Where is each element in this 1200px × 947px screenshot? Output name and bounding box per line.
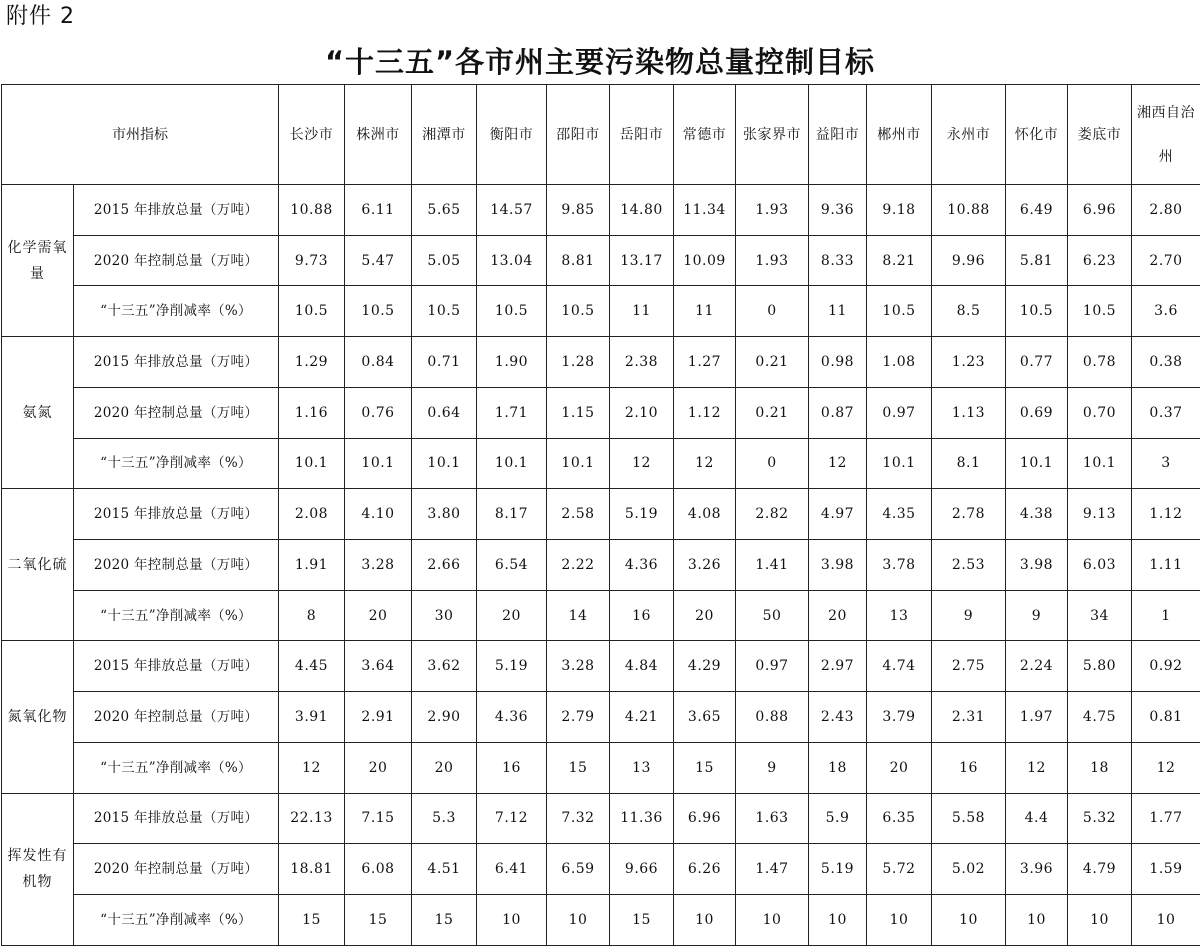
value-cell: 11	[674, 286, 736, 337]
city-header: 怀化市	[1006, 85, 1068, 185]
value-cell: 9	[1006, 590, 1068, 641]
value-cell: 0.81	[1132, 692, 1200, 743]
value-cell: 2.75	[932, 641, 1006, 692]
value-cell: 1.23	[932, 337, 1006, 388]
value-cell: 8.81	[547, 235, 610, 286]
city-header: 衡阳市	[477, 85, 547, 185]
value-cell: 0.92	[1132, 641, 1200, 692]
value-cell: 10	[736, 895, 809, 946]
value-cell: 1.29	[279, 337, 345, 388]
value-cell: 12	[610, 438, 674, 489]
value-cell: 8.33	[809, 235, 867, 286]
indicator-label: 2020 年控制总量（万吨）	[74, 235, 279, 286]
value-cell: 4.45	[279, 641, 345, 692]
attachment-label: 附件 2	[6, 4, 75, 29]
value-cell: 4.4	[1006, 793, 1068, 844]
value-cell: 10.5	[1068, 286, 1132, 337]
document-title: “十三五”各市州主要污染物总量控制目标	[324, 45, 876, 79]
value-cell: 0.70	[1068, 387, 1132, 438]
value-cell: 3.62	[412, 641, 477, 692]
table-row	[2, 489, 1200, 540]
value-cell: 1.27	[674, 337, 736, 388]
value-cell: 2.90	[412, 692, 477, 743]
value-cell: 10	[867, 895, 932, 946]
value-cell: 15	[279, 895, 345, 946]
indicator-label: 2015 年排放总量（万吨）	[74, 489, 279, 540]
value-cell: 5.47	[345, 235, 412, 286]
value-cell: 10.1	[345, 438, 412, 489]
value-cell: 6.96	[1068, 185, 1132, 236]
value-cell: 0.38	[1132, 337, 1200, 388]
value-cell: 3.96	[1006, 844, 1068, 895]
indicator-label: 2020 年控制总量（万吨）	[74, 540, 279, 591]
value-cell: 6.11	[345, 185, 412, 236]
value-cell: 14	[547, 590, 610, 641]
indicator-label: 2015 年排放总量（万吨）	[74, 641, 279, 692]
table-row	[2, 742, 1200, 793]
table-body	[2, 185, 1200, 946]
value-cell: 3.80	[412, 489, 477, 540]
value-cell: 1.90	[477, 337, 547, 388]
value-cell: 3.65	[674, 692, 736, 743]
value-cell: 1.47	[736, 844, 809, 895]
value-cell: 10.1	[1068, 438, 1132, 489]
value-cell: 2.78	[932, 489, 1006, 540]
value-cell: 1.12	[674, 387, 736, 438]
value-cell: 9.18	[867, 185, 932, 236]
value-cell: 0.77	[1006, 337, 1068, 388]
value-cell: 9.85	[547, 185, 610, 236]
value-cell: 8	[279, 590, 345, 641]
value-cell: 4.36	[477, 692, 547, 743]
city-header: 常德市	[674, 85, 736, 185]
value-cell: 20	[867, 742, 932, 793]
table-row	[2, 540, 1200, 591]
indicator-label: 2015 年排放总量（万吨）	[74, 337, 279, 388]
value-cell: 3.28	[547, 641, 610, 692]
value-cell: 12	[1006, 742, 1068, 793]
value-cell: 0.76	[345, 387, 412, 438]
value-cell: 1.93	[736, 185, 809, 236]
value-cell: 30	[412, 590, 477, 641]
value-cell: 1.41	[736, 540, 809, 591]
value-cell: 10.1	[477, 438, 547, 489]
city-header: 郴州市	[867, 85, 932, 185]
value-cell: 3.26	[674, 540, 736, 591]
value-cell: 5.58	[932, 793, 1006, 844]
value-cell: 20	[674, 590, 736, 641]
value-cell: 2.10	[610, 387, 674, 438]
value-cell: 1.59	[1132, 844, 1200, 895]
value-cell: 15	[674, 742, 736, 793]
value-cell: 5.05	[412, 235, 477, 286]
city-header: 永州市	[932, 85, 1006, 185]
pollutant-label: 挥发性有机物	[2, 793, 74, 945]
value-cell: 10	[477, 895, 547, 946]
table-row	[2, 185, 1200, 236]
value-cell: 8.1	[932, 438, 1006, 489]
value-cell: 9.73	[279, 235, 345, 286]
value-cell: 6.08	[345, 844, 412, 895]
value-cell: 18.81	[279, 844, 345, 895]
value-cell: 2.80	[1132, 185, 1200, 236]
value-cell: 10.5	[547, 286, 610, 337]
city-header: 益阳市	[809, 85, 867, 185]
table-row	[2, 235, 1200, 286]
value-cell: 10	[809, 895, 867, 946]
value-cell: 18	[809, 742, 867, 793]
value-cell: 1.28	[547, 337, 610, 388]
value-cell: 50	[736, 590, 809, 641]
value-cell: 0	[736, 286, 809, 337]
table-row	[2, 387, 1200, 438]
value-cell: 16	[610, 590, 674, 641]
value-cell: 3.64	[345, 641, 412, 692]
table-row	[2, 692, 1200, 743]
pollutant-label: 氮氧化物	[2, 641, 74, 793]
value-cell: 14.80	[610, 185, 674, 236]
value-cell: 14.57	[477, 185, 547, 236]
table-row	[2, 438, 1200, 489]
value-cell: 13	[867, 590, 932, 641]
city-header: 岳阳市	[610, 85, 674, 185]
value-cell: 2.66	[412, 540, 477, 591]
value-cell: 16	[477, 742, 547, 793]
value-cell: 20	[345, 590, 412, 641]
value-cell: 15	[345, 895, 412, 946]
value-cell: 2.79	[547, 692, 610, 743]
value-cell: 4.10	[345, 489, 412, 540]
value-cell: 34	[1068, 590, 1132, 641]
value-cell: 2.24	[1006, 641, 1068, 692]
city-header: 湘西自治州	[1132, 85, 1200, 185]
value-cell: 1.16	[279, 387, 345, 438]
value-cell: 2.91	[345, 692, 412, 743]
indicator-label: 2020 年控制总量（万吨）	[74, 692, 279, 743]
value-cell: 20	[477, 590, 547, 641]
value-cell: 10.5	[1006, 286, 1068, 337]
indicator-label: 2020 年控制总量（万吨）	[74, 844, 279, 895]
value-cell: 1.91	[279, 540, 345, 591]
value-cell: 10.5	[477, 286, 547, 337]
value-cell: 10.1	[867, 438, 932, 489]
city-header: 株洲市	[345, 85, 412, 185]
value-cell: 11	[809, 286, 867, 337]
value-cell: 5.65	[412, 185, 477, 236]
value-cell: 5.9	[809, 793, 867, 844]
value-cell: 0.21	[736, 337, 809, 388]
value-cell: 2.97	[809, 641, 867, 692]
value-cell: 0.97	[736, 641, 809, 692]
value-cell: 0.37	[1132, 387, 1200, 438]
value-cell: 10.88	[932, 185, 1006, 236]
indicator-label: “十三五”净削减率（%）	[74, 742, 279, 793]
value-cell: 4.74	[867, 641, 932, 692]
value-cell: 0.97	[867, 387, 932, 438]
value-cell: 9	[736, 742, 809, 793]
value-cell: 4.97	[809, 489, 867, 540]
value-cell: 2.43	[809, 692, 867, 743]
value-cell: 6.41	[477, 844, 547, 895]
value-cell: 6.96	[674, 793, 736, 844]
value-cell: 2.38	[610, 337, 674, 388]
value-cell: 9.66	[610, 844, 674, 895]
value-cell: 7.15	[345, 793, 412, 844]
value-cell: 6.49	[1006, 185, 1068, 236]
value-cell: 10.1	[412, 438, 477, 489]
value-cell: 6.26	[674, 844, 736, 895]
city-header: 娄底市	[1068, 85, 1132, 185]
value-cell: 2.58	[547, 489, 610, 540]
value-cell: 11	[610, 286, 674, 337]
value-cell: 16	[932, 742, 1006, 793]
corner-header: 市州指标	[2, 85, 279, 185]
value-cell: 4.08	[674, 489, 736, 540]
value-cell: 1.13	[932, 387, 1006, 438]
pollutant-label: 二氧化硫	[2, 489, 74, 641]
value-cell: 10.5	[279, 286, 345, 337]
value-cell: 1.77	[1132, 793, 1200, 844]
value-cell: 4.51	[412, 844, 477, 895]
value-cell: 10.5	[412, 286, 477, 337]
pollutant-target-table	[1, 84, 1200, 946]
value-cell: 0.21	[736, 387, 809, 438]
value-cell: 3.78	[867, 540, 932, 591]
table-row	[2, 793, 1200, 844]
value-cell: 5.19	[809, 844, 867, 895]
pollutant-label: 氨氮	[2, 337, 74, 489]
value-cell: 11.36	[610, 793, 674, 844]
value-cell: 10	[1006, 895, 1068, 946]
value-cell: 4.36	[610, 540, 674, 591]
value-cell: 13.04	[477, 235, 547, 286]
value-cell: 15	[547, 742, 610, 793]
value-cell: 13.17	[610, 235, 674, 286]
value-cell: 0.64	[412, 387, 477, 438]
value-cell: 5.02	[932, 844, 1006, 895]
table-row	[2, 844, 1200, 895]
value-cell: 8.21	[867, 235, 932, 286]
city-header: 邵阳市	[547, 85, 610, 185]
value-cell: 12	[809, 438, 867, 489]
value-cell: 11.34	[674, 185, 736, 236]
value-cell: 4.84	[610, 641, 674, 692]
value-cell: 3	[1132, 438, 1200, 489]
value-cell: 2.70	[1132, 235, 1200, 286]
value-cell: 4.38	[1006, 489, 1068, 540]
indicator-label: “十三五”净削减率（%）	[74, 590, 279, 641]
value-cell: 6.23	[1068, 235, 1132, 286]
value-cell: 12	[674, 438, 736, 489]
value-cell: 5.19	[477, 641, 547, 692]
value-cell: 8.17	[477, 489, 547, 540]
value-cell: 3.98	[1006, 540, 1068, 591]
value-cell: 7.12	[477, 793, 547, 844]
value-cell: 10.5	[867, 286, 932, 337]
value-cell: 3.28	[345, 540, 412, 591]
value-cell: 15	[610, 895, 674, 946]
value-cell: 5.19	[610, 489, 674, 540]
value-cell: 2.53	[932, 540, 1006, 591]
value-cell: 0.88	[736, 692, 809, 743]
value-cell: 10	[1068, 895, 1132, 946]
value-cell: 10.1	[1006, 438, 1068, 489]
value-cell: 10.09	[674, 235, 736, 286]
value-cell: 9.96	[932, 235, 1006, 286]
value-cell: 0.78	[1068, 337, 1132, 388]
value-cell: 0.84	[345, 337, 412, 388]
value-cell: 2.82	[736, 489, 809, 540]
value-cell: 1.08	[867, 337, 932, 388]
value-cell: 5.72	[867, 844, 932, 895]
value-cell: 5.80	[1068, 641, 1132, 692]
value-cell: 13	[610, 742, 674, 793]
value-cell: 3.79	[867, 692, 932, 743]
value-cell: 10.5	[345, 286, 412, 337]
indicator-label: 2015 年排放总量（万吨）	[74, 793, 279, 844]
value-cell: 9.13	[1068, 489, 1132, 540]
value-cell: 20	[345, 742, 412, 793]
indicator-label: “十三五”净削减率（%）	[74, 895, 279, 946]
value-cell: 1.97	[1006, 692, 1068, 743]
indicator-label: 2020 年控制总量（万吨）	[74, 387, 279, 438]
value-cell: 20	[809, 590, 867, 641]
value-cell: 10	[674, 895, 736, 946]
value-cell: 3.98	[809, 540, 867, 591]
value-cell: 10	[1132, 895, 1200, 946]
value-cell: 0.98	[809, 337, 867, 388]
value-cell: 0.87	[809, 387, 867, 438]
value-cell: 2.08	[279, 489, 345, 540]
value-cell: 1.11	[1132, 540, 1200, 591]
table-row	[2, 641, 1200, 692]
value-cell: 0.69	[1006, 387, 1068, 438]
value-cell: 3.91	[279, 692, 345, 743]
value-cell: 12	[1132, 742, 1200, 793]
value-cell: 12	[279, 742, 345, 793]
value-cell: 6.54	[477, 540, 547, 591]
city-header: 湘潭市	[412, 85, 477, 185]
table-row	[2, 337, 1200, 388]
value-cell: 2.22	[547, 540, 610, 591]
value-cell: 18	[1068, 742, 1132, 793]
value-cell: 10	[932, 895, 1006, 946]
value-cell: 4.75	[1068, 692, 1132, 743]
city-header: 张家界市	[736, 85, 809, 185]
value-cell: 4.21	[610, 692, 674, 743]
indicator-label: “十三五”净削减率（%）	[74, 286, 279, 337]
value-cell: 4.35	[867, 489, 932, 540]
value-cell: 1.15	[547, 387, 610, 438]
value-cell: 1.12	[1132, 489, 1200, 540]
value-cell: 9	[932, 590, 1006, 641]
value-cell: 2.31	[932, 692, 1006, 743]
value-cell: 9.36	[809, 185, 867, 236]
value-cell: 6.59	[547, 844, 610, 895]
pollutant-target-table-wrapper	[1, 84, 1199, 946]
value-cell: 5.3	[412, 793, 477, 844]
value-cell: 7.32	[547, 793, 610, 844]
value-cell: 6.03	[1068, 540, 1132, 591]
value-cell: 10.1	[547, 438, 610, 489]
value-cell: 15	[412, 895, 477, 946]
table-header-row	[2, 85, 1200, 185]
indicator-label: 2015 年排放总量（万吨）	[74, 185, 279, 236]
value-cell: 0.71	[412, 337, 477, 388]
table-row	[2, 286, 1200, 337]
value-cell: 22.13	[279, 793, 345, 844]
value-cell: 0	[736, 438, 809, 489]
value-cell: 4.29	[674, 641, 736, 692]
city-header: 长沙市	[279, 85, 345, 185]
table-row	[2, 590, 1200, 641]
value-cell: 10.1	[279, 438, 345, 489]
value-cell: 8.5	[932, 286, 1006, 337]
value-cell: 6.35	[867, 793, 932, 844]
table-row	[2, 895, 1200, 946]
value-cell: 3.6	[1132, 286, 1200, 337]
value-cell: 1	[1132, 590, 1200, 641]
value-cell: 10	[547, 895, 610, 946]
value-cell: 1.93	[736, 235, 809, 286]
value-cell: 20	[412, 742, 477, 793]
pollutant-label: 化学需氧量	[2, 185, 74, 337]
value-cell: 5.32	[1068, 793, 1132, 844]
value-cell: 5.81	[1006, 235, 1068, 286]
indicator-label: “十三五”净削减率（%）	[74, 438, 279, 489]
value-cell: 10.88	[279, 185, 345, 236]
value-cell: 4.79	[1068, 844, 1132, 895]
value-cell: 1.63	[736, 793, 809, 844]
value-cell: 1.71	[477, 387, 547, 438]
